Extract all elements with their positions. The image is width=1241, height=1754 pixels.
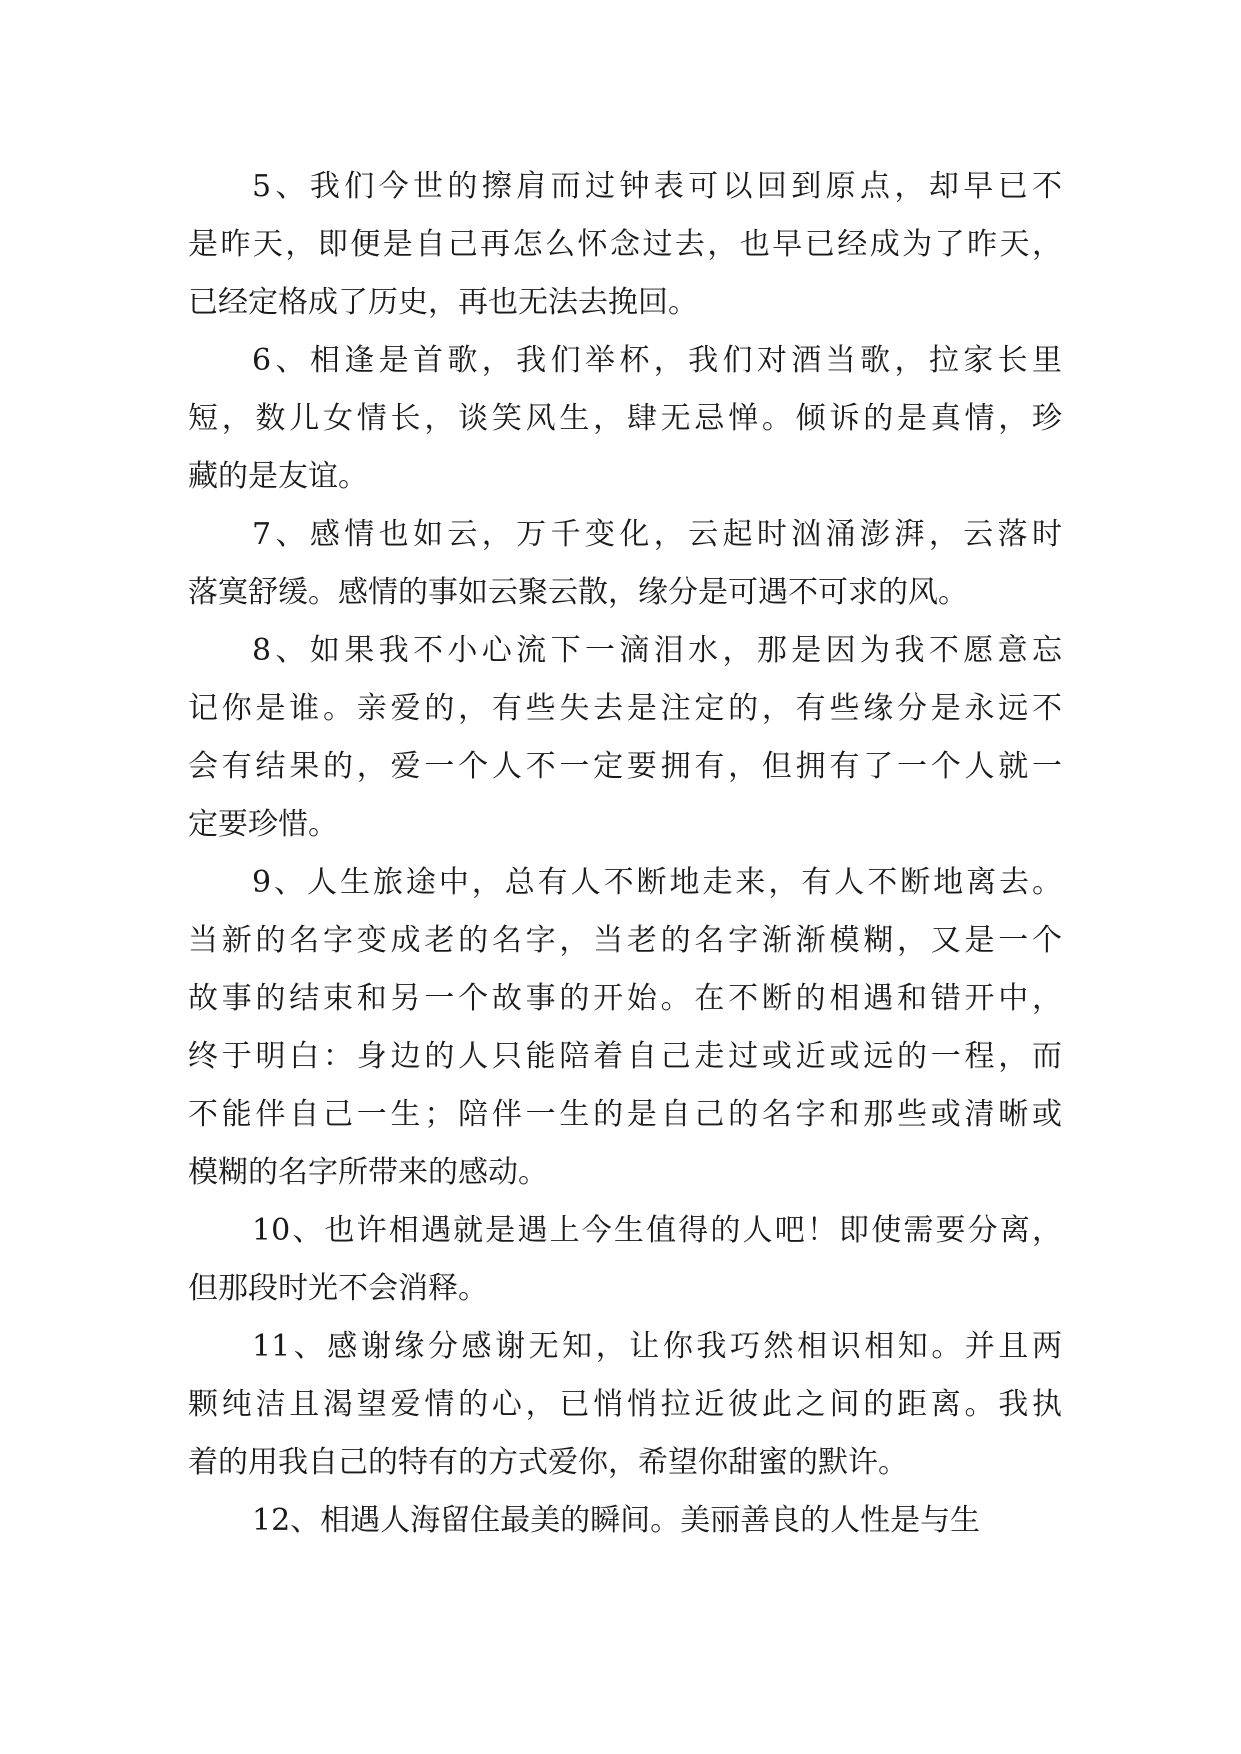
text-line: 藏的是友谊。 bbox=[188, 459, 368, 494]
text-line: 会有结果的，爱一个人不一定要拥有，但拥有了一个人就一 bbox=[188, 749, 1062, 784]
paragraph-8 bbox=[188, 622, 1062, 854]
paragraph-9 bbox=[188, 854, 1062, 1202]
text-line: 短，数儿女情长，谈笑风生，肆无忌惮。倾诉的是真情，珍 bbox=[188, 401, 1062, 436]
text-line: 但那段时光不会消释。 bbox=[188, 1271, 488, 1306]
text-line: 着的用我自己的特有的方式爱你，希望你甜蜜的默许。 bbox=[188, 1445, 908, 1480]
paragraph-10 bbox=[188, 1202, 1062, 1318]
text-line: 当新的名字变成老的名字，当老的名字渐渐模糊，又是一个 bbox=[188, 923, 1062, 958]
paragraph-5 bbox=[188, 158, 1062, 332]
text-line: 7、感情也如云，万千变化，云起时汹涌澎湃，云落时 bbox=[252, 517, 1062, 552]
text-line: 10、也许相遇就是遇上今生值得的人吧！即使需要分离， bbox=[252, 1213, 1062, 1248]
text-line: 6、相逢是首歌，我们举杯，我们对酒当歌，拉家长里 bbox=[252, 343, 1062, 378]
paragraph-6 bbox=[188, 332, 1062, 506]
text-line: 落寞舒缓。感情的事如云聚云散，缘分是可遇不可求的风。 bbox=[188, 575, 968, 610]
text-line: 12、相遇人海留住最美的瞬间。美丽善良的人性是与生 bbox=[252, 1503, 981, 1538]
text-line: 记你是谁。亲爱的，有些失去是注定的，有些缘分是永远不 bbox=[188, 691, 1062, 726]
document-body bbox=[188, 158, 1062, 1550]
text-line: 11、感谢缘分感谢无知，让你我巧然相识相知。并且两 bbox=[252, 1329, 1062, 1364]
text-line: 定要珍惜。 bbox=[188, 807, 338, 842]
paragraph-12 bbox=[188, 1492, 1062, 1550]
text-line: 是昨天，即便是自己再怎么怀念过去，也早已经成为了昨天， bbox=[188, 227, 1062, 262]
text-line: 9、人生旅途中，总有人不断地走来，有人不断地离去。 bbox=[252, 865, 1062, 900]
paragraph-11 bbox=[188, 1318, 1062, 1492]
text-line: 不能伴自己一生；陪伴一生的是自己的名字和那些或清晰或 bbox=[188, 1097, 1062, 1132]
text-line: 颗纯洁且渴望爱情的心，已悄悄拉近彼此之间的距离。我执 bbox=[188, 1387, 1062, 1422]
text-line: 终于明白：身边的人只能陪着自己走过或近或远的一程，而 bbox=[188, 1039, 1062, 1074]
text-line: 已经定格成了历史，再也无法去挽回。 bbox=[188, 285, 698, 320]
text-line: 8、如果我不小心流下一滴泪水，那是因为我不愿意忘 bbox=[252, 633, 1062, 668]
text-line: 模糊的名字所带来的感动。 bbox=[188, 1155, 548, 1190]
text-line: 故事的结束和另一个故事的开始。在不断的相遇和错开中， bbox=[188, 981, 1062, 1016]
text-line: 5、我们今世的擦肩而过钟表可以回到原点，却早已不 bbox=[252, 169, 1062, 204]
paragraph-7 bbox=[188, 506, 1062, 622]
